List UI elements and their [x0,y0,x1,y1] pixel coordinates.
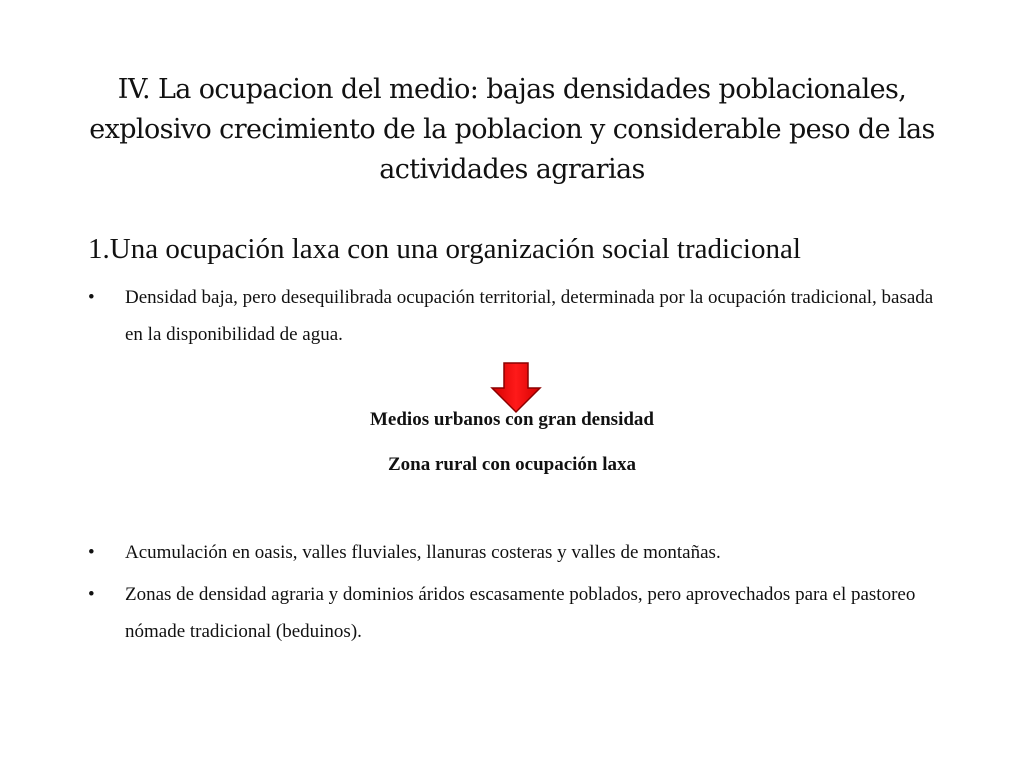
highlight-line-urban: Medios urbanos con gran densidad [369,409,654,430]
bullet-marker: • [88,542,95,563]
bullet-item [88,534,936,571]
down-arrow-icon [490,362,542,414]
bullet-item [88,576,936,650]
highlight-line-rural: Zona rural con ocupación laxa [387,454,637,475]
bullet-text: Acumulación en oasis, valles fluviales, llanuras costeras y valles de montañas. [125,542,721,563]
bullet-marker: • [88,287,95,308]
section-subtitle: 1.Una ocupación laxa con una organización social tradicional [88,233,801,265]
bullet-text: Zonas de densidad agraria y dominios áridos escasamente poblados, pero aprovechados para el pastoreo nómade tradicional (beduinos). [125,584,916,642]
bullet-marker: • [88,584,95,605]
bullet-item [88,279,936,353]
slide-title: IV. La ocupacion del medio: bajas densidades poblacionales, explosivo crecimiento de la poblacion y considerable peso de las actividades agrarias [89,74,935,185]
bullet-text: Densidad baja, pero desequilibrada ocupación territorial, determinada por la ocupación tradicional, basada en la disponibilidad de agua. [125,287,934,345]
